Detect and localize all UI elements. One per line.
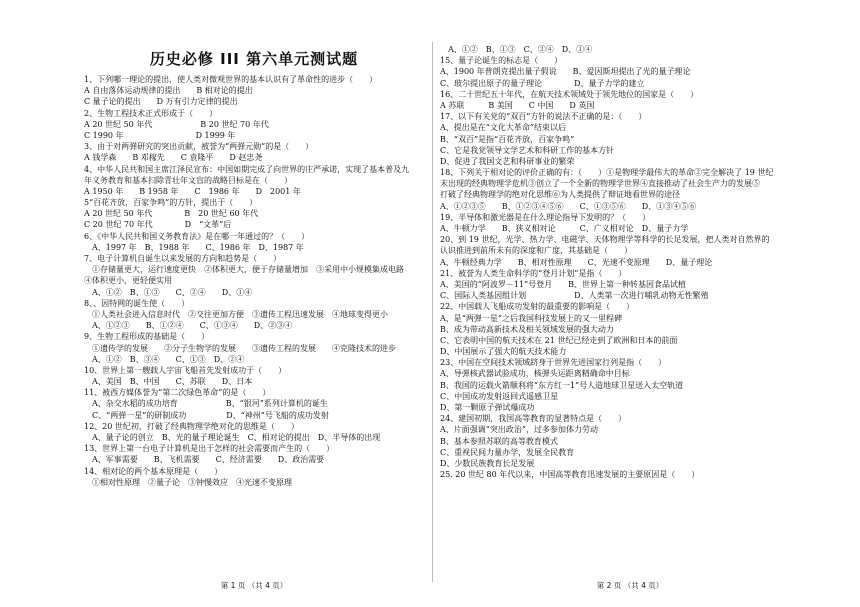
text-line: A、1997 年 B、1988 年 C、1986 年 D、1987 年 — [84, 242, 304, 252]
text-line: C、玻尔提出原子的量子理论 D、量子力学的建立 — [440, 78, 645, 88]
text-line: A、①② B、③④ C、①③ D、②④ — [84, 354, 245, 364]
text-line: B、“双百”是指“百花齐放，百家争鸣” — [440, 134, 575, 144]
text-line: ①存储量更大，运行速度更快 ②体积更大，便于存储量增加 ③采用中小规模集成电路 — [84, 265, 404, 275]
text-line: A、片面强调“突出政治”，过多参加体力劳动 — [440, 425, 598, 435]
text-line: 7、电子计算机自诞生以来发展的方向和趋势是（ ） — [84, 254, 282, 263]
text-line: B、基本参照苏联的高等教育模式 — [440, 436, 558, 446]
text-line: C、重视民间力量办学，发展全民教育 — [440, 447, 575, 457]
text-line: 23、中国在空间技术领域跻身于世界先进国家行列是指（ ） — [440, 358, 667, 368]
text-line: A、美国 B、中国 C、苏联 D、日本 — [84, 377, 253, 387]
text-line: A、导弹核武器试验成功，核弹头运距离精确命中目标 — [440, 369, 630, 379]
text-line: 11、被西方媒体誉为“第二次绿色革命”的是（ ） — [84, 388, 271, 398]
text-line: 18、下列关于相对论的评价正确的有：（ ）①是物理学最伟大的革命②完全解决了 19 世纪 — [440, 168, 774, 178]
text-line: A 20 世纪 50 年代 B 20 世纪 60 年代 — [84, 209, 259, 219]
text-line: 4、中华人民共和国主席江泽民宣布：中国如期完成了向世界的庄严承诺，实现了基本普及九 — [84, 164, 410, 174]
text-line: 8、、因特网的诞生使（ ） — [84, 298, 190, 308]
text-line: ①遗传学的发展 ②分子生物学的发展 ③遗传工程的发展 ④克隆技术的进步 — [84, 343, 396, 353]
text-line: 打破了经典物理学的绝对化思维⑥为人类提供了辩证地看世界的途径 — [440, 190, 680, 200]
page-title: 历史必修 III 第六单元测试题 — [149, 50, 359, 68]
text-line: 19、半导体和激光器是在什么理论指导下发明的？（ ） — [440, 212, 651, 222]
text-line: A、①②③ B、①②④ C、①③④ D、②③④ — [84, 321, 293, 331]
left-page — [84, 0, 424, 607]
text-line: A、是“两弹一星”之后我国科技发展上的又一里程碑 — [440, 313, 622, 323]
text-line: 17、以下有关党的“双百”方针的说法不正确的是：（ ） — [440, 112, 647, 122]
text-line: 15、量子论诞生的标志是（ ） — [440, 56, 563, 66]
text-line: A 钱学森 B 邓稼先 C 袁隆平 D 赵忠尧 — [84, 153, 263, 163]
left-question-text — [84, 74, 424, 488]
text-line: A、军事需要 B、飞机需要 C、经济需要 D、政治需要 — [84, 455, 325, 465]
text-line: A、量子论的创立 B、光的量子理论诞生 C、相对论的提出 D、半导体的出现 — [84, 433, 381, 442]
text-line: C、中国成功发射返回式遥感卫星 — [440, 391, 559, 401]
text-line: 1、下列哪一理论的提出，使人类对微观世界的基本认识有了革命性的进步（ ） — [84, 75, 378, 84]
text-line: D、少数民族教育长足发展 — [440, 458, 535, 468]
text-line: A、①② B、①③ C、②④ D、①④ — [440, 45, 593, 54]
text-line: D、第一颗原子弹试爆成功 — [440, 403, 535, 412]
right-page — [440, 0, 820, 607]
text-line: A、杂交水稻的成功培育 B、“银河”系列计算机的诞生 — [84, 399, 328, 409]
left-page-footer: 第 1 页 （共 4 页） — [220, 581, 288, 590]
text-line: 9、生物工程形成的基础是（ ） — [84, 332, 210, 342]
text-line: 12、20 世纪初，打破了经典物理学绝对化的思维是（ ） — [84, 421, 299, 431]
right-question-text — [440, 44, 820, 480]
text-line: A、牛顿力学 B、狭义相对论 C、广义相对论 D、量子力学 — [440, 224, 689, 233]
text-line: C 量子论的提出 D 万有引力定律的提出 — [84, 97, 238, 107]
text-line: 年义务教育和基本扫除青壮年文盲的战略目标是在（ ） — [84, 175, 292, 185]
text-line: 6、《中华人民共和国义务教育法》是在哪一年通过的？（ ） — [84, 231, 310, 241]
right-page-footer: 第 2 页 （共 4 页） — [596, 581, 664, 590]
text-line: 2、生物工程技术正式形成于（ ） — [84, 108, 218, 118]
text-line: C、国际人类基因组计划 D、人类第一次进行哺乳动物无性繁殖 — [440, 291, 709, 301]
text-line: A、①② B、①③ C、②④ D、①④ — [84, 287, 253, 297]
text-line: 14、相对论的两个基本原理是（ ） — [84, 466, 223, 476]
text-line: B、成为带动高新技术及相关领域发展的强大动力 — [440, 324, 614, 334]
text-line: 25. 20 世纪 80 年代以来，中国高等教育迅速发展的主要原因是（ ） — [440, 470, 700, 480]
text-line: C、它表明中国的航天技术在 21 世纪已经走到了欧洲和日本的前面 — [440, 335, 678, 345]
text-line: A 苏联 B 美国 C 中国 D 英国 — [440, 100, 595, 110]
text-line: 16、二十世纪五十年代，在航天技术领域处于领先地位的国家是（ ） — [440, 89, 699, 99]
text-line: C 1990 年 D 1999 年 — [84, 130, 236, 140]
text-line: 5“百花齐放，百家争鸣”的方针，提出于（ ） — [84, 198, 258, 208]
text-line: A 自由落体运动规律的提出 B 相对论的提出 — [84, 86, 253, 96]
text-line: 20、到 19 世纪，光学、热力学、电磁学、天体物理学等科学的长足发展，把人类对自然界的 — [440, 235, 770, 245]
text-line: A 1950 年 B 1958 年 C 1986 年 D 2001 年 — [84, 186, 301, 196]
text-line: C、“两弹一星”的研制成功 D、“神州”号飞船的成功发射 — [84, 410, 329, 420]
text-line: ①人类社会进入信息时代 ②交往更加方便 ③遗传工程迅速发展 ④地球变得更小 — [84, 309, 388, 319]
text-line: ①相对性原理 ②量子论 ③钟慢效应 ④光速不变原理 — [84, 477, 292, 487]
text-line: 21、被誉为人类生命科学的“登月计划”是指（ ） — [440, 268, 627, 278]
text-line: B、我国的运载火箭顺利将“东方红一1”号人造地球卫星送入太空轨道 — [440, 380, 684, 390]
text-line: 22、中国载人飞船成功发射的最重要的影响是（ ） — [440, 302, 635, 312]
text-line: A、牛顿经典力学 B、相对性原理 C、光速不变原理 D、量子理论 — [440, 257, 713, 267]
text-line: 10、世界上第一艘载人宇宙飞船首先发射成功于（ ） — [84, 365, 287, 375]
text-line: A、提出是在“文化大革命”结束以后 — [440, 123, 566, 133]
text-line: A、1900 年普朗克提出量子假说 B、爱因斯坦提出了光的量子理论 — [440, 67, 691, 77]
text-line: D、促进了我国文艺和科研事业的繁荣 — [440, 156, 575, 166]
text-line: 13、世界上第一台电子计算机是出于怎样的社会需要而产生的（ ） — [84, 444, 335, 454]
text-line: 末出现的经典物理学危机③创立了一个全新的物理学世界④直接推动了社会生产力的发展⑤ — [440, 179, 760, 189]
page-divider — [432, 42, 433, 582]
text-line: C 20 世纪 70 年代 D “文革”后 — [84, 220, 232, 230]
text-line: C、它是我党领导文学艺术和科研工作的基本方针 — [440, 145, 615, 155]
text-line: 认识推进到前所未有的深度和广度，其基础是（ ） — [440, 246, 632, 256]
text-line: ④体积更小，更轻便实用 — [84, 276, 172, 286]
text-line: A、①②③⑤ B、①②③④⑤⑥ C、①③⑤⑥ D、①③④⑤⑥ — [440, 201, 697, 211]
text-line: 3、由于对两弹研究的突出贡献，被誉为“两弹元勋”的是（ ） — [84, 142, 314, 152]
text-line: D、中国展示了强大的航天技术能力 — [440, 347, 567, 357]
text-line: A 20 世纪 50 年代 B 20 世纪 70 年代 — [84, 119, 269, 129]
text-line: 24、建国初期，我国高等教育的显著特点是（ ） — [440, 414, 627, 424]
text-line: A、美国的“阿波罗－11”号登月 B、世界上第一种转基因食品试植 — [440, 279, 687, 289]
